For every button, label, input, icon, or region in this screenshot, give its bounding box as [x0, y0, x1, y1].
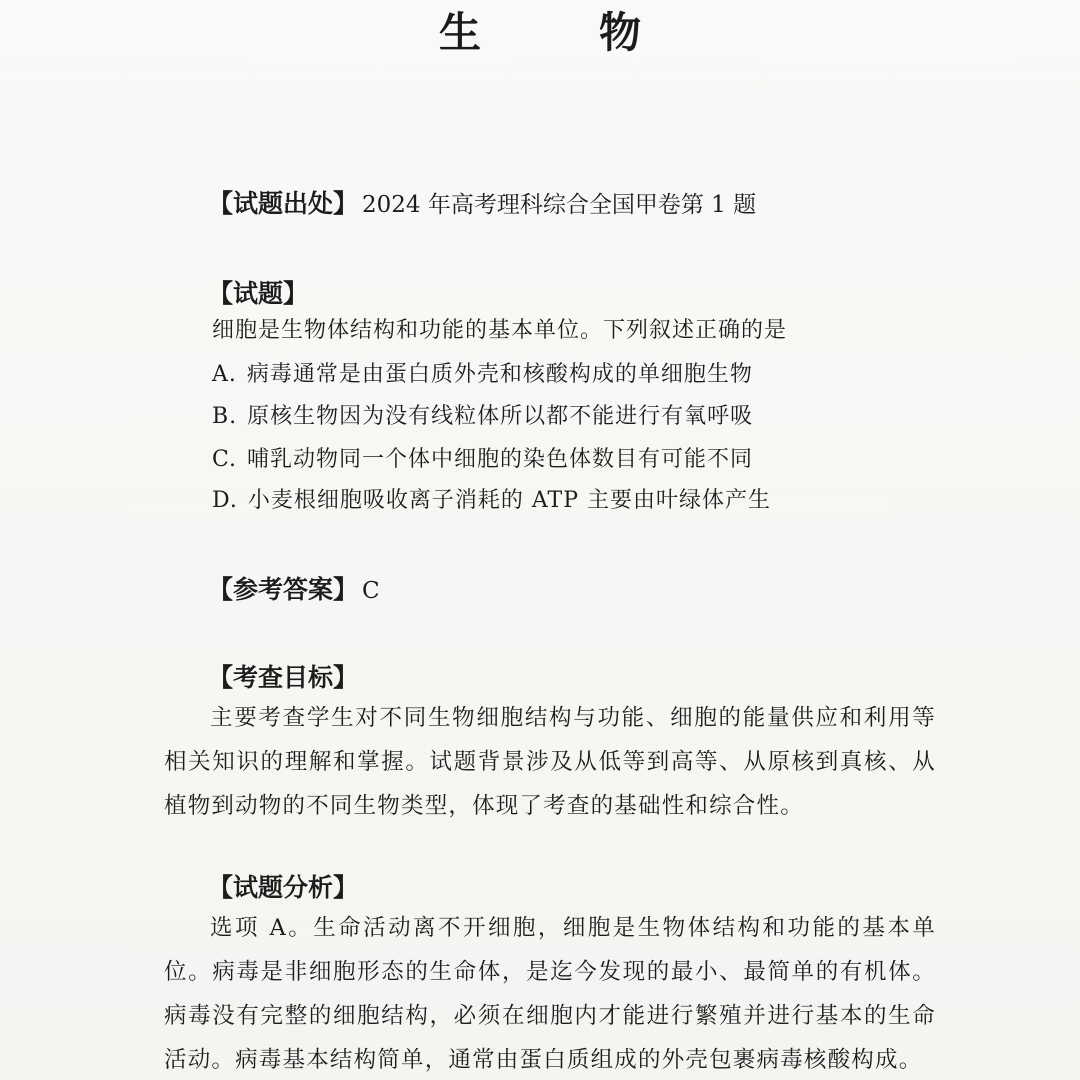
answer-heading: [208, 574, 380, 607]
option-letter: B.: [212, 404, 238, 429]
objective-heading: 【考查目标】: [208, 663, 359, 692]
option-text: 病毒通常是由蛋白质外壳和核酸构成的单细胞生物: [246, 362, 753, 387]
answer-value: C: [362, 578, 380, 604]
option-c: [212, 445, 753, 475]
option-a: [212, 360, 753, 390]
option-text: 原核生物因为没有线粒体所以都不能进行有氧呼吸: [247, 404, 754, 429]
option-letter: D.: [212, 488, 238, 513]
option-text: 哺乳动物同一个体中细胞的染色体数目有可能不同: [247, 447, 754, 472]
option-letter: A.: [212, 362, 237, 387]
option-d: [212, 486, 771, 516]
option-b: [212, 402, 753, 432]
source-value: 2024 年高考理科综合全国甲卷第 1 题: [362, 192, 757, 218]
question-heading: 【试题】: [208, 279, 309, 308]
objective-paragraph: 主要考查学生对不同生物细胞结构与功能、细胞的能量供应和利用等相关知识的理解和掌握。试题背景涉及从低等到高等、从原核到真核、从植物到动物的不同生物类型，体现了考查的基础性和综合性。: [164, 705, 936, 819]
page-title: 生 物: [438, 8, 679, 57]
answer-label: 【参考答案】: [208, 575, 359, 604]
source-label: 【试题出处】: [208, 189, 359, 218]
option-text: 小麦根细胞吸收离子消耗的 ATP 主要由叶绿体产生: [247, 488, 772, 513]
source-heading: [208, 188, 756, 221]
analysis-paragraph: 选项 A。生命活动离不开细胞，细胞是生物体结构和功能的基本单位。病毒是非细胞形态的生命体，是迄今发现的最小、最简单的有机体。病毒没有完整的细胞结构，必须在细胞内才能进行繁殖并进行基本的生命活动。病毒基本结构简单，通常由蛋白质组成的外壳包裹病毒核酸构成。: [164, 915, 936, 1073]
question-stem: 细胞是生物体结构和功能的基本单位。下列叙述正确的是: [212, 318, 788, 343]
option-letter: C.: [212, 447, 238, 472]
analysis-heading: 【试题分析】: [208, 873, 359, 902]
